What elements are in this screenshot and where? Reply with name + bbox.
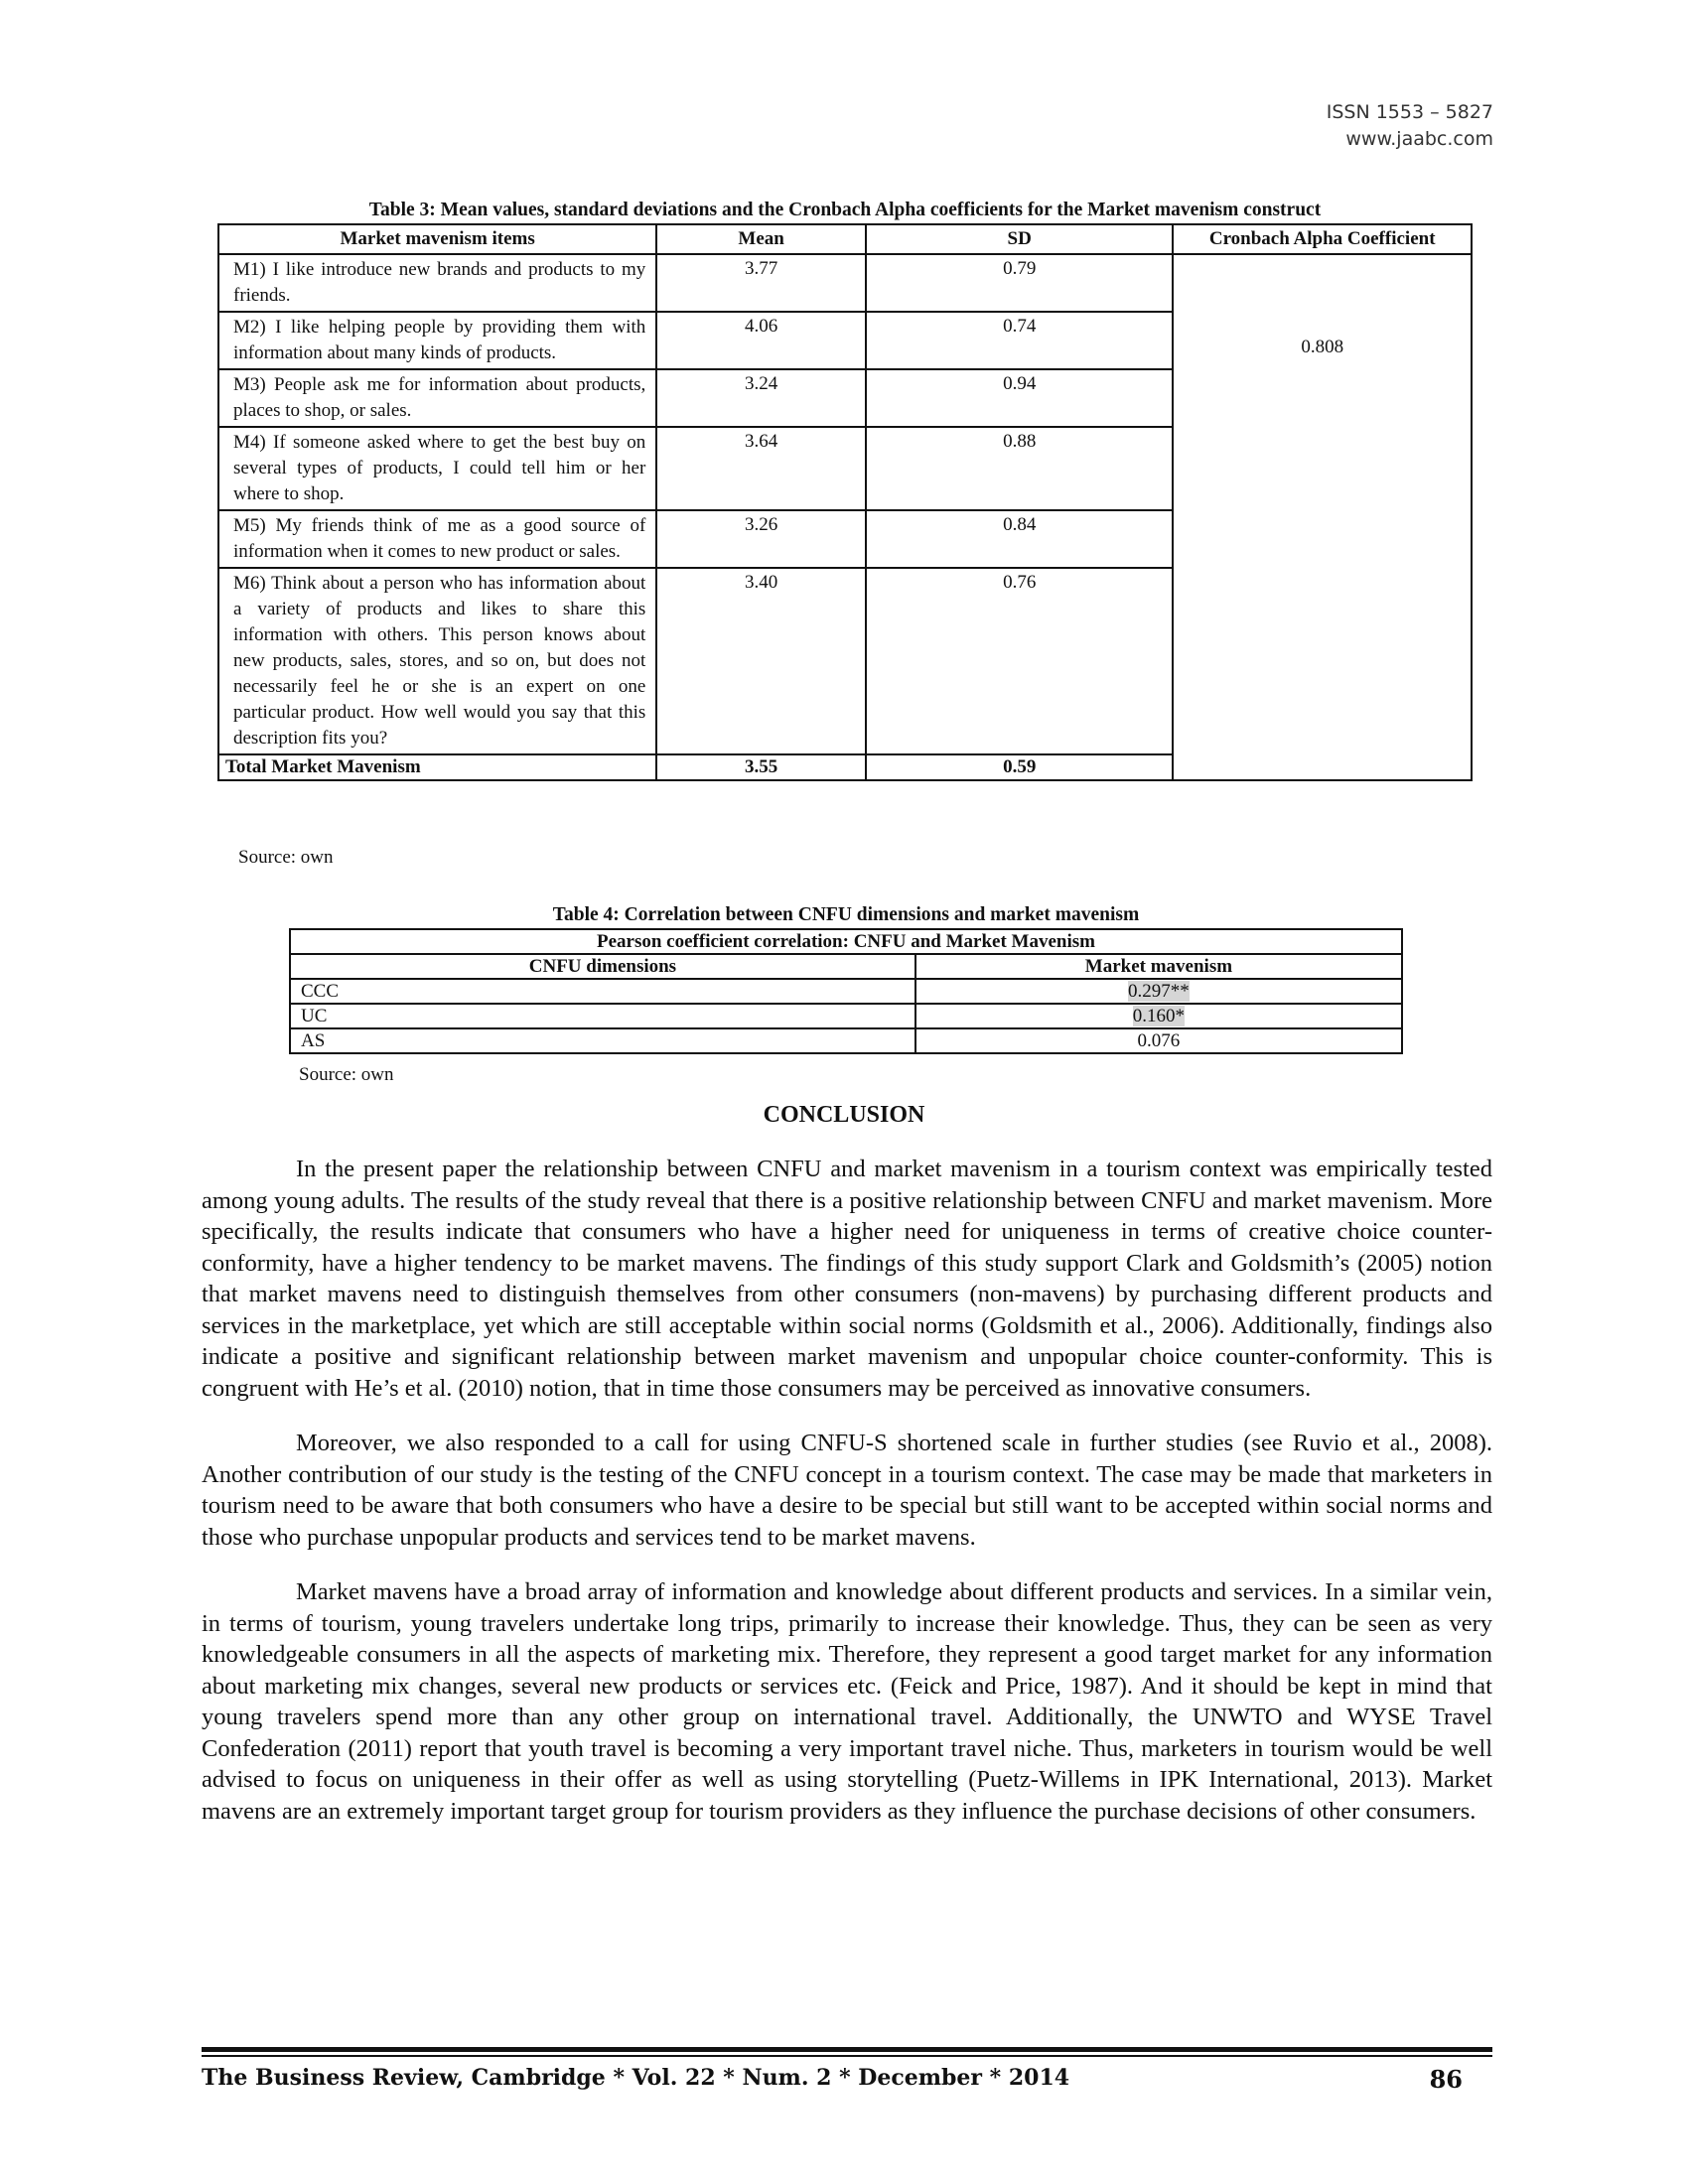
correlation-value: 0.076	[915, 1028, 1402, 1053]
sd-value: 0.84	[866, 510, 1173, 568]
table-row	[290, 1028, 1402, 1053]
table-row	[290, 979, 1402, 1004]
correlation-highlight: 0.297**	[1128, 981, 1190, 1002]
table4-super-header: Pearson coefficient correlation: CNFU and Market Mavenism	[290, 929, 1402, 954]
sd-value: 0.74	[866, 312, 1173, 369]
paragraph: Market mavens have a broad array of information and knowledge about different products and services. In a similar vein, in terms of tourism, young travelers undertake long trips, primarily to increase their knowledge. Thus, they can be seen as very knowledgeable consumers in all the aspects of marketing mix. Therefore, they represent a good target market for any information about marketing mix changes, several new products or services etc. (Feick and Price, 1987). And it should be kept in mind that young travelers spend more than any other group on international travel. Additionally, the UNWTO and WYSE Travel Confederation (2011) report that youth travel is becoming a very important travel niche. Thus, marketers in tourism would be well advised to focus on uniqueness in their offer as well as using storytelling (Puetz-Willems in IPK International, 2013). Market mavens are an extremely important target group for tourism providers as they influence the purchase decisions of other consumers.	[202, 1578, 1492, 1825]
mean-value: 4.06	[656, 312, 866, 369]
table4-col-dimensions: CNFU dimensions	[290, 954, 915, 979]
item-text: M1) I like introduce new brands and products to my friends.	[218, 254, 656, 312]
table-row	[218, 254, 1472, 312]
mean-value: 3.40	[656, 568, 866, 754]
mean-value: 3.24	[656, 369, 866, 427]
item-text: M4) If someone asked where to get the best buy on several types of products, I could tell him or her where to shop.	[218, 427, 656, 510]
footer-rule-thick	[202, 2047, 1492, 2052]
table3-source: Source: own	[238, 847, 334, 868]
table4-header-row	[290, 954, 1402, 979]
total-mean: 3.55	[656, 754, 866, 780]
total-sd: 0.59	[866, 754, 1173, 780]
paragraph: Moreover, we also responded to a call for using CNFU-S shortened scale in further studies (see Ruvio et al., 2008). Another contribution of our study is the testing of the CNFU concept in a tourism context. The case may be made that marketers in tourism need to be aware that both consumers who have a desire to be special but still want to be accepted within social norms and those who purchase unpopular products and services tend to be market mavens.	[202, 1430, 1492, 1551]
alpha-value: 0.808	[1173, 254, 1472, 780]
table4-source: Source: own	[299, 1064, 394, 1085]
page-number: 86	[1429, 2065, 1463, 2094]
sd-value: 0.76	[866, 568, 1173, 754]
table4	[289, 928, 1403, 1054]
table4-super-header-row	[290, 929, 1402, 954]
table3-caption: Table 3: Mean values, standard deviations and the Cronbach Alpha coefficients for the Market mavenism construct	[368, 200, 1322, 220]
paragraph: In the present paper the relationship between CNFU and market mavenism in a tourism context was empirically tested among young adults. The results of the study reveal that there is a positive relationship between CNFU and market mavenism. More specifically, the results indicate that consumers who have a higher need for uniqueness in terms of creative choice counter-conformity, have a higher tendency to be market mavens. The findings of this study support Clark and Goldsmith’s (2005) notion that market mavens need to distinguish themselves from other consumers (non-mavens) by purchasing different products and services in the marketplace, yet which are still acceptable within social norms (Goldsmith et al., 2006). Additionally, findings also indicate a positive and significant relationship between market mavenism and unpopular choice counter-conformity. This is congruent with He’s et al. (2010) notion, that in time those consumers may be perceived as innovative consumers.	[202, 1156, 1492, 1402]
table3-header-row	[218, 224, 1472, 254]
table-row	[290, 1004, 1402, 1028]
correlation-value	[915, 1004, 1402, 1028]
footer-rule-thin	[202, 2055, 1492, 2057]
item-text: M5) My friends think of me as a good source of information when it comes to new product or sales.	[218, 510, 656, 568]
item-text: M2) I like helping people by providing them with information about many kinds of products.	[218, 312, 656, 369]
correlation-highlight: 0.160*	[1132, 1006, 1186, 1026]
sd-value: 0.94	[866, 369, 1173, 427]
journal-website: www.jaabc.com	[1345, 128, 1493, 150]
issn-number: ISSN 1553 – 5827	[1326, 101, 1493, 123]
total-label: Total Market Mavenism	[218, 754, 656, 780]
table3-col-mean: Mean	[656, 224, 866, 254]
correlation-value	[915, 979, 1402, 1004]
mean-value: 3.77	[656, 254, 866, 312]
table4-caption: Table 4: Correlation between CNFU dimensions and market mavenism	[552, 904, 1140, 925]
table3-col-alpha: Cronbach Alpha Coefficient	[1173, 224, 1472, 254]
mean-value: 3.26	[656, 510, 866, 568]
sd-value: 0.79	[866, 254, 1173, 312]
table3-col-items: Market mavenism items	[218, 224, 656, 254]
dimension-label: AS	[290, 1028, 915, 1053]
section-heading: CONCLUSION	[763, 1102, 925, 1128]
item-text: M3) People ask me for information about products, places to shop, or sales.	[218, 369, 656, 427]
page-header	[1327, 99, 1493, 153]
mean-value: 3.64	[656, 427, 866, 510]
dimension-label: CCC	[290, 979, 915, 1004]
journal-citation: The Business Review, Cambridge * Vol. 22 * Num. 2 * December * 2014	[202, 2065, 1070, 2091]
table3	[217, 223, 1473, 781]
item-text: M6) Think about a person who has information about a variety of products and likes to share this information with others. This person knows about new products, sales, stores, and so on, but does not necessarily feel he or she is an expert on one particular product. How well would you say that this description fits you?	[218, 568, 656, 754]
table4-col-mavenism: Market mavenism	[915, 954, 1402, 979]
page-footer	[202, 2065, 1492, 2094]
conclusion-body	[202, 1154, 1492, 1850]
table3-col-sd: SD	[866, 224, 1173, 254]
sd-value: 0.88	[866, 427, 1173, 510]
dimension-label: UC	[290, 1004, 915, 1028]
